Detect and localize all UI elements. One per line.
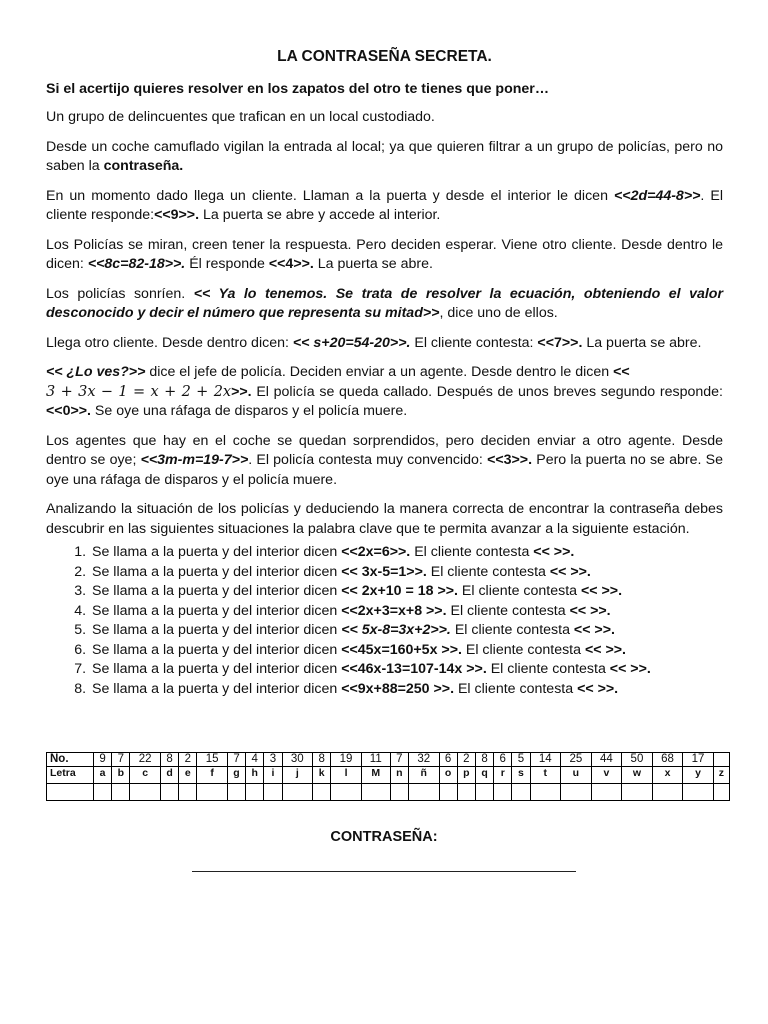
text: El policía se queda callado. Después de unos breves segundo responde:: [251, 383, 723, 400]
letter-cell: s: [512, 767, 530, 784]
letter-cell: o: [439, 767, 457, 784]
letter-cell: x: [652, 767, 683, 784]
riddle-equation: << 2x+10 = 18 >>.: [341, 583, 458, 599]
riddle-answer-blank[interactable]: << >>.: [577, 680, 619, 697]
number-cell: 14: [530, 753, 561, 767]
open-quote: <<: [613, 364, 630, 380]
police-quote: << Ya lo tenemos. Se trata de resolver la ecuación, obteniendo el valor desconocido y decir el número que representa su mitad>>: [46, 285, 723, 321]
riddle-mid: El cliente contesta: [410, 544, 534, 560]
riddle-prefix: Se llama a la puerta y del interior dicen: [92, 661, 342, 677]
answer-cell[interactable]: [130, 784, 161, 801]
answer-cell[interactable]: [160, 784, 178, 801]
riddle-answer-blank[interactable]: << >>.: [584, 641, 626, 658]
riddle-equation: << 3x-5=1>>.: [341, 563, 427, 580]
letter-row: [47, 767, 730, 784]
number-cell: 3: [264, 753, 282, 767]
paragraph-6: [46, 334, 723, 354]
letter-cell: y: [683, 767, 714, 784]
letter-cell: g: [227, 767, 245, 784]
letra-label: Letra: [47, 767, 94, 784]
text: Llega otro cliente. Desde dentro dicen:: [46, 334, 293, 351]
answer-cell[interactable]: [475, 784, 493, 801]
riddle-prefix: Se llama a la puerta y del interior dicen: [92, 602, 342, 619]
text: Pero la puerta no se abre. Se oye una ráfaga de disparos y el policía muere.: [46, 452, 724, 488]
answer-cell[interactable]: [530, 784, 561, 801]
riddle-mid: El cliente contesta: [486, 661, 610, 677]
letter-cell: e: [179, 767, 197, 784]
answer-cell[interactable]: [313, 784, 331, 801]
intro-riddle: Si el acertijo quieres resolver en los zapatos del otro te tienes que poner…: [46, 80, 550, 97]
answer: <<3>>.: [487, 452, 533, 468]
number-cell: 22: [130, 753, 161, 767]
paragraph-3: [46, 187, 723, 226]
riddle-equation: <<2x=6>>.: [341, 544, 411, 560]
number-cell: 6: [494, 753, 512, 767]
answer-cell[interactable]: [282, 784, 313, 801]
riddle-mid: El cliente contesta: [446, 602, 570, 619]
letter-cell: c: [130, 767, 161, 784]
letter-cell: a: [94, 767, 112, 784]
answer-row: [47, 784, 730, 801]
text: , dice uno de ellos.: [439, 305, 558, 321]
text: Los Policías se miran, creen tener la respuesta. Pero deciden esperar. Viene otro cliente. Desde dentro le dicen:: [46, 236, 723, 272]
number-cell: 8: [475, 753, 493, 767]
riddle-mid: El cliente contesta: [454, 680, 578, 697]
riddle-answer-blank[interactable]: << >>.: [549, 563, 591, 580]
letter-cell: r: [494, 767, 512, 784]
answer-cell[interactable]: [622, 784, 653, 801]
text: Él responde: [185, 256, 269, 272]
text: La puerta se abre y accede al interior.: [199, 207, 441, 223]
close-quote: >>.: [231, 383, 252, 400]
answer-cell[interactable]: [331, 784, 362, 801]
answer-cell[interactable]: [94, 784, 112, 801]
text: El cliente contesta:: [410, 334, 538, 351]
text: La puerta se abre.: [313, 256, 433, 272]
riddle-item: [90, 602, 723, 622]
paragraph-5: [46, 285, 723, 324]
number-cell: [713, 753, 729, 767]
text: Los policías sonríen.: [46, 285, 194, 302]
text: Los agentes que hay en el coche se quedan sorprendidos, pero deciden enviar a otro agente. Desde dentro se oye;: [46, 432, 723, 468]
worksheet: [46, 47, 723, 699]
number-cell: 7: [390, 753, 408, 767]
riddle-mid: El cliente contesta: [457, 583, 581, 599]
riddle-equation: << 5x-8=3x+2>>.: [341, 622, 451, 638]
password-label: CONTRASEÑA:: [330, 829, 438, 845]
riddle-equation: <<2x+3=x+8 >>.: [341, 602, 447, 619]
number-cell: 50: [622, 753, 653, 767]
answer-cell[interactable]: [652, 784, 683, 801]
answer-cell[interactable]: [457, 784, 475, 801]
answer: <<9>>.: [154, 207, 200, 223]
letter-cell: ñ: [408, 767, 439, 784]
answer-cell[interactable]: [179, 784, 197, 801]
text: Desde un coche camuflado vigilan la entrada al local; ya que quieren filtrar a un grupo de policías, pero no saben la: [46, 138, 723, 174]
answer-cell[interactable]: [246, 784, 264, 801]
answer-cell[interactable]: [408, 784, 439, 801]
riddle-equation: <<45x=160+5x >>.: [341, 641, 462, 658]
page-title: LA CONTRASEÑA SECRETA.: [277, 48, 492, 65]
answer-cell[interactable]: [264, 784, 282, 801]
letter-cell: v: [591, 767, 622, 784]
cipher-table: [46, 752, 730, 801]
number-row: [47, 753, 730, 767]
riddle-mid: El cliente contesta: [461, 641, 585, 658]
answer-cell[interactable]: [512, 784, 530, 801]
number-cell: 6: [439, 753, 457, 767]
answer-cell[interactable]: [494, 784, 512, 801]
keyword-contrasena: contraseña.: [103, 158, 184, 174]
letter-cell: p: [457, 767, 475, 784]
riddle-prefix: Se llama a la puerta y del interior dicen: [92, 583, 342, 599]
text: . El cliente responde:: [46, 187, 724, 223]
paragraph-1: Un grupo de delincuentes que trafican en un local custodiado.: [46, 109, 435, 125]
number-cell: 8: [313, 753, 331, 767]
password-answer-line[interactable]: [192, 859, 576, 872]
text: En un momento dado llega un cliente. Llaman a la puerta y desde el interior le dicen: [46, 187, 615, 204]
answer-cell[interactable]: [227, 784, 245, 801]
chief-quote: << ¿Lo ves?>>: [46, 364, 146, 380]
number-cell: 30: [282, 753, 313, 767]
riddle-equation: <<46x-13=107-14x >>.: [341, 661, 487, 677]
riddle-prefix: Se llama a la puerta y del interior dicen: [92, 641, 342, 658]
number-cell: 25: [561, 753, 592, 767]
answer: <<4>>.: [268, 256, 314, 272]
number-cell: 44: [591, 753, 622, 767]
number-cell: 19: [331, 753, 362, 767]
riddle-answer-blank[interactable]: << >>.: [573, 622, 615, 638]
letter-cell: f: [197, 767, 228, 784]
riddle-mid: El cliente contesta: [426, 563, 550, 580]
paragraph-4: [46, 236, 723, 275]
number-cell: 17: [683, 753, 714, 767]
text: . El policía contesta muy convencido:: [248, 452, 488, 468]
number-cell: 68: [652, 753, 683, 767]
riddle-mid: El cliente contesta: [450, 622, 574, 638]
empty-cell: [47, 784, 94, 801]
number-cell: 11: [361, 753, 390, 767]
number-cell: 32: [408, 753, 439, 767]
riddle-item: [90, 563, 723, 583]
riddle-item: [90, 641, 723, 661]
answer-cell[interactable]: [439, 784, 457, 801]
answer-cell[interactable]: [561, 784, 592, 801]
letter-cell: z: [713, 767, 729, 784]
number-cell: 4: [246, 753, 264, 767]
riddle-item: [90, 680, 723, 700]
riddle-item: [90, 582, 723, 602]
letter-cell: k: [313, 767, 331, 784]
number-cell: 7: [112, 753, 130, 767]
letter-cell: w: [622, 767, 653, 784]
answer: <<0>>.: [46, 403, 91, 419]
letter-cell: d: [160, 767, 178, 784]
paragraph-9: Analizando la situación de los policías y deduciendo la manera correcta de encontrar la contraseña debes descubrir en las siguientes situaciones la palabra clave que te permita avanzar a la siguiente estación.: [46, 501, 723, 537]
riddle-list: [46, 543, 723, 699]
answer: <<7>>.: [537, 334, 583, 351]
math-equation: 3 + 3x − 1 = x + 2 + 2x: [46, 383, 232, 400]
riddle-prefix: Se llama a la puerta y del interior dicen: [92, 622, 342, 638]
riddle-answer-blank[interactable]: << >>.: [533, 544, 575, 560]
riddle-prefix: Se llama a la puerta y del interior dicen: [92, 563, 342, 580]
letter-cell: h: [246, 767, 264, 784]
riddle-item: [90, 543, 723, 563]
answer-cell[interactable]: [591, 784, 622, 801]
riddle-prefix: Se llama a la puerta y del interior dicen: [92, 680, 342, 697]
text: dice el jefe de policía. Deciden enviar a un agente. Desde dentro le dicen: [145, 364, 614, 380]
paragraph-2: [46, 138, 723, 177]
riddle-item: [90, 621, 723, 641]
riddle-answer-blank[interactable]: << >>.: [569, 602, 611, 619]
letter-cell: q: [475, 767, 493, 784]
number-cell: 9: [94, 753, 112, 767]
letter-cell: u: [561, 767, 592, 784]
answer-cell[interactable]: [683, 784, 714, 801]
number-cell: 2: [457, 753, 475, 767]
answer-cell[interactable]: [197, 784, 228, 801]
text: Se oye una ráfaga de disparos y el policía muere.: [90, 403, 408, 419]
number-cell: 15: [197, 753, 228, 767]
text: La puerta se abre.: [582, 334, 702, 351]
number-cell: 5: [512, 753, 530, 767]
letter-cell: i: [264, 767, 282, 784]
riddle-answer-blank[interactable]: << >>.: [581, 583, 623, 599]
letter-cell: l: [331, 767, 362, 784]
equation: <<3m-m=19-7>>: [140, 452, 249, 468]
letter-cell: b: [112, 767, 130, 784]
answer-cell[interactable]: [361, 784, 390, 801]
answer-cell[interactable]: [390, 784, 408, 801]
riddle-answer-blank[interactable]: << >>.: [609, 661, 651, 677]
equation: <<2d=44-8>>: [614, 187, 701, 204]
answer-cell[interactable]: [713, 784, 729, 801]
riddle-prefix: Se llama a la puerta y del interior dicen: [92, 544, 342, 560]
paragraph-8: [46, 432, 723, 491]
equation: <<8c=82-18>>.: [87, 256, 186, 272]
number-cell: 2: [179, 753, 197, 767]
letter-cell: n: [390, 767, 408, 784]
paragraph-7: [46, 363, 723, 422]
number-cell: 7: [227, 753, 245, 767]
letter-cell: j: [282, 767, 313, 784]
answer-cell[interactable]: [112, 784, 130, 801]
riddle-equation: <<9x+88=250 >>.: [341, 680, 455, 697]
riddle-item: [90, 660, 723, 680]
number-cell: 8: [160, 753, 178, 767]
letter-cell: t: [530, 767, 561, 784]
equation: << s+20=54-20>>.: [292, 334, 411, 351]
letter-cell: M: [361, 767, 390, 784]
no-label: No.: [47, 753, 94, 767]
